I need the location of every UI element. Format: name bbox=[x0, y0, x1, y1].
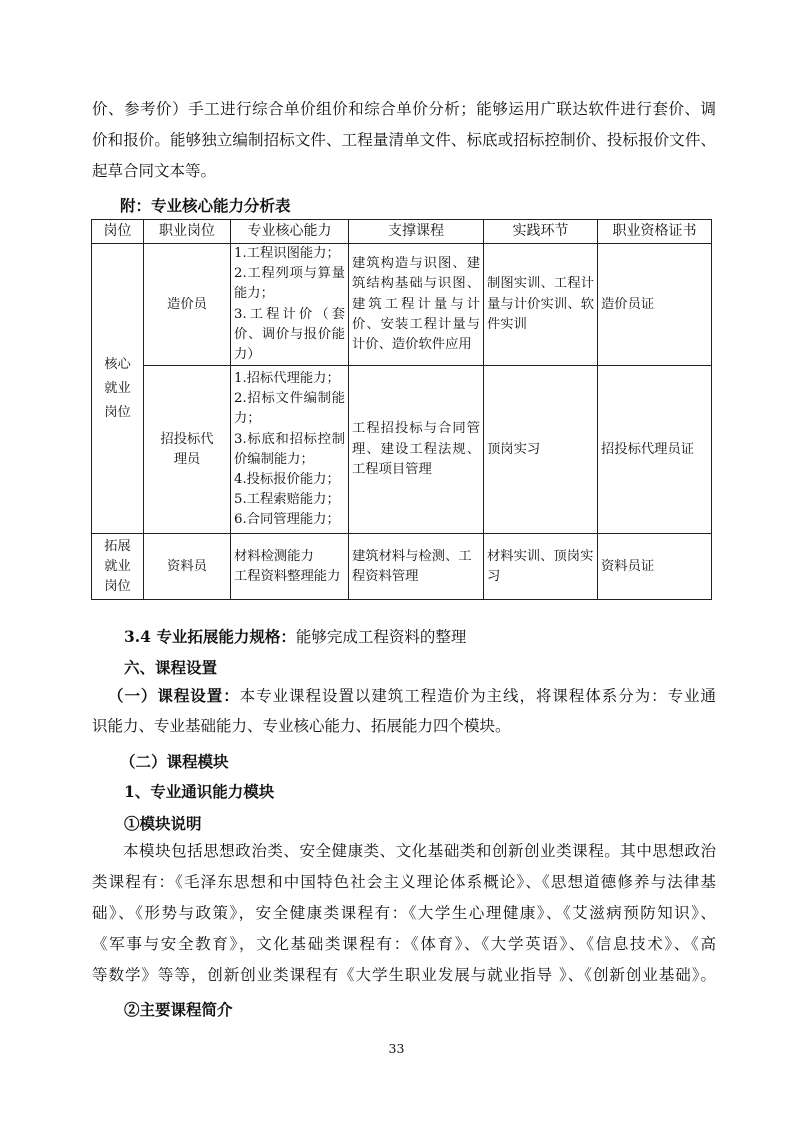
cert-cell: 招投标代理员证 bbox=[598, 366, 712, 534]
section-3-4-label: 3.4 专业拓展能力规格： bbox=[124, 627, 296, 646]
practice-cell: 材料实训、顶岗实习 bbox=[484, 534, 598, 600]
heading-module-1: 1、专业通识能力模块 bbox=[124, 782, 275, 801]
ability-item: 1.工程识图能力； bbox=[234, 246, 340, 261]
heading-course-intro: ②主要课程简介 bbox=[124, 1000, 233, 1019]
ability-item: 4.投标报价能力； bbox=[234, 471, 340, 487]
page-number: 33 bbox=[388, 1041, 405, 1056]
ability-item: 3.标底和招标控制价编制能力； bbox=[234, 431, 345, 467]
module-desc-line-4: 《军事与安全教育》，文化基础类课程有：《体育》、《大学英语》、《信息技术》、《高 bbox=[92, 935, 716, 953]
header-cell: 职业资格证书 bbox=[598, 220, 712, 244]
job-cell: 招投标代理员 bbox=[144, 366, 231, 534]
intro-line-2: 价和报价。能够独立编制招标文件、工程量清单文件、标底或招标控制价、投标报价文件、 bbox=[92, 131, 716, 149]
practice-cell: 顶岗实习 bbox=[484, 366, 598, 534]
heading-module-desc: ①模块说明 bbox=[124, 814, 202, 833]
intro-line-1: 价、参考价）手工进行综合单价组价和综合单价分析；能够运用广联达软件进行套价、调 bbox=[92, 100, 716, 118]
courses-cell: 工程招投标与合同管理、建设工程法规、工程项目管理 bbox=[349, 366, 484, 534]
course-setup-label: （一）课程设置： bbox=[108, 686, 240, 705]
group-cell-core bbox=[92, 244, 144, 534]
abilities-cell bbox=[231, 244, 349, 366]
header-cell: 职业岗位 bbox=[144, 220, 231, 244]
table-row bbox=[92, 534, 712, 600]
ability-item: 3.工程计价（套价、调价与报价能力） bbox=[234, 306, 345, 363]
course-setup-text: 本专业课程设置以建筑工程造价为主线，将课程体系分为：专业通 bbox=[239, 687, 716, 705]
job-cell: 资料员 bbox=[144, 534, 231, 600]
ability-item: 6.合同管理能力； bbox=[234, 512, 340, 528]
module-desc-line-1: 本模块包括思想政治类、安全健康类、文化基础类和创新创业类课程。其中思想政治 bbox=[123, 842, 716, 860]
ability-item: 5.工程索赔能力； bbox=[234, 492, 340, 508]
table-row bbox=[92, 244, 712, 366]
ability-item: 2.工程列项与算量能力； bbox=[234, 266, 345, 302]
practice-cell: 制图实训、工程计量与计价实训、软件实训 bbox=[484, 244, 598, 366]
header-cell: 支撑课程 bbox=[349, 220, 484, 244]
section-3-4-text: 能够完成工程资料的整理 bbox=[295, 628, 467, 646]
ability-item: 2.招标文件编制能力； bbox=[234, 391, 345, 427]
ability-item: 1.招标代理能力； bbox=[234, 370, 340, 386]
ability-item: 材料检测能力 bbox=[234, 548, 314, 564]
heading-course-modules: （二）课程模块 bbox=[120, 752, 229, 771]
table-row bbox=[92, 366, 712, 534]
group-label: 拓展就业岗位 bbox=[104, 538, 131, 594]
courses-cell: 建筑构造与识图、建筑结构基础与识图、建筑工程计量与计价、安装工程计量与计价、造价软件应用 bbox=[349, 244, 484, 366]
cert-cell: 造价员证 bbox=[598, 244, 712, 366]
group-label: 核心就业岗位 bbox=[104, 356, 131, 420]
ability-item: 工程资料整理能力 bbox=[234, 568, 341, 584]
intro-line-3: 起草合同文本等。 bbox=[92, 162, 217, 180]
courses-cell: 建筑材料与检测、工程资料管理 bbox=[349, 534, 484, 600]
module-desc-line-5: 等数学》等等，创新创业类课程有《大学生职业发展与就业指导 》、《创新创业基础》。 bbox=[92, 966, 716, 984]
cert-cell: 资料员证 bbox=[598, 534, 712, 600]
header-cell: 岗位 bbox=[92, 220, 144, 244]
header-cell: 专业核心能力 bbox=[231, 220, 349, 244]
abilities-cell bbox=[231, 534, 349, 600]
abilities-cell bbox=[231, 366, 349, 534]
course-setup-line-1 bbox=[108, 680, 716, 713]
section-3-4 bbox=[124, 625, 466, 647]
core-ability-table bbox=[91, 219, 712, 600]
table-header-row bbox=[92, 220, 712, 244]
group-cell-extended bbox=[92, 534, 144, 600]
module-desc-line-2: 类课程有：《毛泽东思想和中国特色社会主义理论体系概论》、《思想道德修养与法律基 bbox=[92, 873, 716, 891]
table-title: 附：专业核心能力分析表 bbox=[120, 196, 291, 215]
heading-course-setting: 六、课程设置 bbox=[124, 658, 218, 677]
module-desc-line-3: 础》、《形势与政策》，安全健康类课程有：《大学生心理健康》、《艾滋病预防知识》、 bbox=[92, 904, 716, 922]
course-setup-line-2: 识能力、专业基础能力、专业核心能力、拓展能力四个模块。 bbox=[92, 717, 511, 735]
header-cell: 实践环节 bbox=[484, 220, 598, 244]
job-cell: 造价员 bbox=[144, 244, 231, 366]
